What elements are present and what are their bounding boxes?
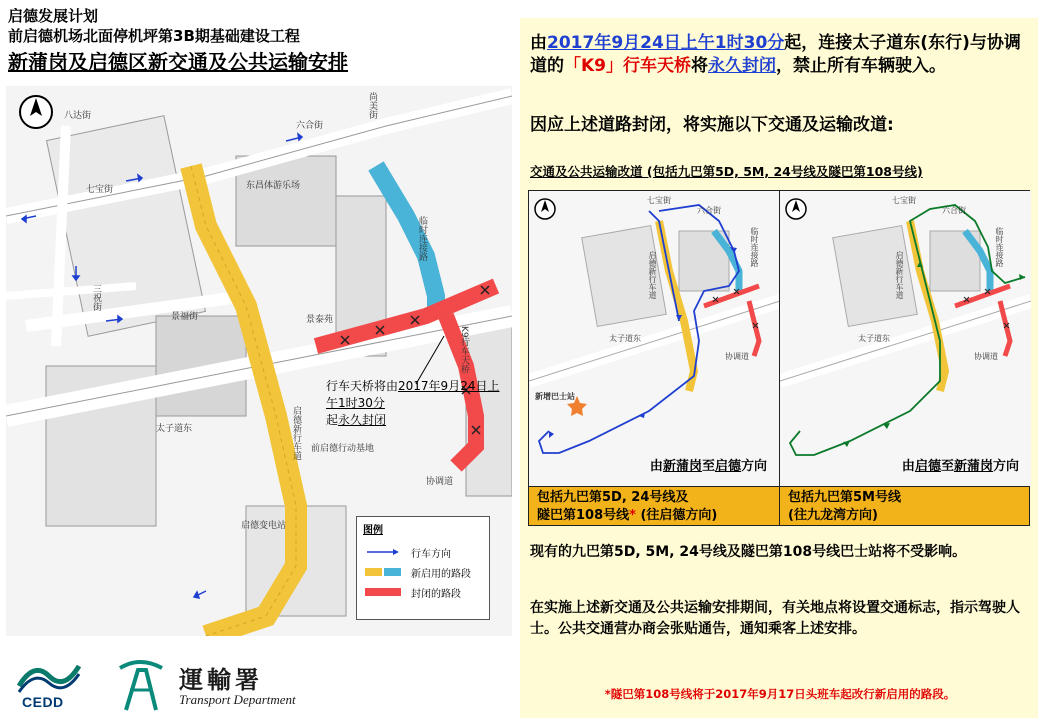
caption-right-from: 启德 [914, 459, 941, 474]
cedd-logo [14, 656, 84, 712]
closed-road-swatch-icon [363, 586, 403, 598]
notice-part-3: 将 [691, 56, 709, 76]
map-note-date: 2017年9月24日上午1时30分 [326, 379, 500, 410]
route-box-kowloon-bay [779, 486, 1030, 526]
map-note-close: 永久封闭 [338, 413, 387, 427]
logos [14, 656, 514, 716]
diag-left-liuhe: 六合街 [697, 206, 721, 215]
diag-right-taizi: 太子道东 [858, 334, 890, 343]
diag-right-xietiao: 协调道 [974, 352, 998, 361]
diagram-to-kaitak [529, 191, 780, 487]
diag-left-xietiao: 协调道 [725, 352, 749, 361]
map-note-post: 起 [326, 413, 339, 427]
legend-row-direction [363, 542, 483, 562]
route-box-right-line1: 包括九巴第5M号线 [788, 490, 901, 505]
map-label-jingtai: 景泰苑 [306, 315, 334, 325]
legend-row-new [363, 562, 483, 582]
cedd-text: CEDD [22, 694, 64, 710]
map-label-qide-base: 前启德行动基地 [311, 444, 375, 454]
map-label-shanghong: 尚美街 [367, 92, 377, 119]
route-box-kaitak [528, 486, 780, 526]
legend-label-closed: 封闭的路段 [411, 588, 461, 600]
diag-left-xinqide: 启德新行车道 [648, 251, 657, 299]
diversion-diagrams [528, 190, 1030, 486]
route-box-left-star: * [629, 508, 636, 523]
diagram-left-graphic [529, 191, 780, 487]
transport-department-en: Transport Department [179, 692, 296, 707]
diag-left-qibao: 七宝街 [647, 196, 671, 205]
notice-date: 2017年9月24日上午1时30分 [547, 33, 785, 53]
map-label-bada: 八达街 [64, 111, 92, 121]
diag-right-linshi: 临时连接路 [995, 227, 1004, 267]
caption-right-post: 方向 [992, 459, 1019, 474]
diag-right-qibao: 七宝街 [892, 196, 916, 205]
legend-row-closed [363, 582, 483, 602]
notice-part-2: 起，连接太子道东(东行)与协调道的 [530, 33, 1021, 76]
caption-left-to: 启德 [714, 459, 741, 474]
caption-left-post: 方向 [740, 459, 767, 474]
caption-right-mid: 至 [940, 459, 954, 474]
route-box-right-line2: (往九龙湾方向) [788, 508, 878, 523]
header-line-1: 启德发展计划 [8, 7, 99, 25]
map-note-pre: 行车天桥将由 [326, 379, 399, 393]
notice-part-1: 由 [530, 33, 547, 53]
transport-department-cn: 運輸署 [179, 665, 263, 694]
map-label-k9: K9行车天桥 [459, 326, 469, 374]
page-title: 新蒲岗及启德区新交通及公共运输安排 [8, 50, 348, 74]
diag-left-taizi: 太子道东 [609, 334, 641, 343]
header-line-2: 前启德机场北面停机坪第3B期基础建设工程 [8, 27, 300, 45]
signage-notice-text: 在实施上述新交通及公共运输安排期间，有关地点将设置交通标志，指示驾驶人士。公共交通营办商会张贴通告，通知乘客上述安排。 [530, 600, 1020, 637]
map-label-taizi: 太子道东 [156, 424, 193, 434]
map-label-jingfu: 景福街 [171, 312, 199, 322]
legend-label-direction: 行车方向 [411, 548, 451, 560]
map-label-dongchang: 东昌体游乐场 [246, 181, 301, 191]
map-label-xinqide: 启德新行车道 [291, 406, 301, 460]
diag-left-linshi: 临时连接路 [750, 227, 759, 267]
notice-part-4: ，禁止所有车辆驶入。 [776, 56, 947, 76]
diversion-notice: 因应上述道路封闭，将实施以下交通及运输改道: [530, 115, 894, 135]
notice-close: 永久封闭 [708, 56, 777, 76]
route-box-left-line1: 包括九巴第5D, 24号线及 [537, 490, 689, 505]
map-legend [356, 516, 490, 620]
closure-notice [530, 32, 1030, 78]
map-label-qibao: 七宝街 [86, 185, 114, 195]
route-box-left-108: 隧巴第108号线 [537, 508, 630, 523]
map-label-substation: 启德变电站 [241, 521, 287, 531]
route-boxes [528, 486, 1030, 526]
diag-left-bus-stop: 新增巴士站 [535, 392, 575, 401]
caption-right-to: 新蒲岗 [953, 459, 993, 474]
diversion-subtitle: 交通及公共运输改道 (包括九巴第5D, 5M, 24号线及隧巴第108号线) [530, 164, 923, 179]
cedd-wave-icon [14, 656, 84, 696]
transport-department-logo-icon [110, 656, 170, 712]
diag-right-xinqide: 启德新行车道 [895, 251, 904, 299]
caption-left-mid: 至 [701, 459, 715, 474]
traffic-map [6, 86, 512, 636]
diagram-left-caption [529, 455, 779, 477]
legend-label-new: 新启用的路段 [411, 568, 471, 580]
diagram-to-sanpokong [780, 191, 1031, 487]
bus-stop-unaffected-text: 现有的九巴第5D, 5M, 24号线及隧巴第108号线巴士站将不受影响。 [530, 544, 967, 560]
map-label-linshi: 临时连接路 [417, 216, 427, 261]
caption-left-pre: 由 [649, 459, 663, 474]
header [8, 6, 508, 76]
new-road-swatch-icon [363, 566, 403, 578]
info-panel [520, 18, 1038, 718]
route-box-left-dir: (往启德方向) [635, 508, 718, 523]
map-label-liuhe: 六合街 [296, 121, 324, 131]
diag-right-liuhe: 六合街 [942, 206, 966, 215]
caption-left-from: 新蒲岗 [662, 459, 702, 474]
map-label-xietiao: 协调道 [426, 477, 454, 487]
diagram-right-caption [780, 455, 1031, 477]
caption-right-pre: 由 [901, 459, 915, 474]
route-108-footnote: *隧巴第108号线将于2017年9月17日头班车起改行新启用的路段。 [604, 687, 956, 701]
arrow-icon [363, 546, 403, 558]
map-note [326, 378, 506, 429]
route-box-left-line2 [537, 507, 771, 525]
map-label-sanpi: 三祝街 [91, 284, 101, 311]
notice-k9: 「K9」行车天桥 [564, 56, 692, 76]
legend-title: 图例 [363, 525, 383, 536]
